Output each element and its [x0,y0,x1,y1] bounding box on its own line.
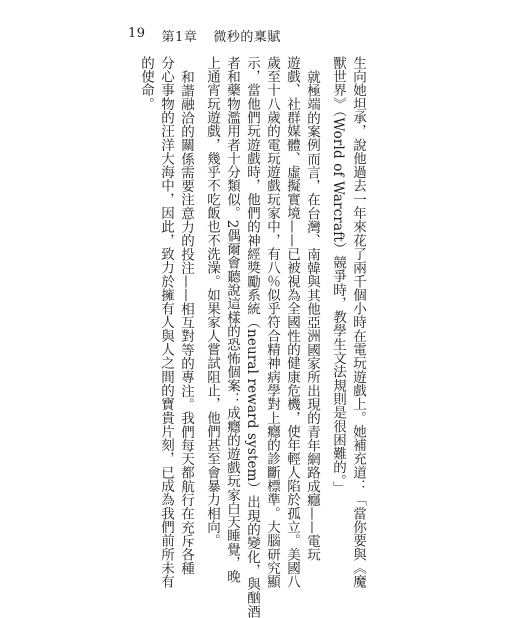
text-column: 者和藥物濫用者十分類似。2偶爾會聽說這樣的恐怖個案：成癮的遊戲玩家白天睡覺，晚 [224,56,240,584]
text-column: 遊戲、社群媒體、虛擬實境——已被視為全國性的健康危機，使年輕人陷於孤立。美國八 [284,56,300,589]
text-column: 歲至十八歲的電玩遊戲玩家中，有八％似乎符合精神病學對上癮的診斷標準。大腦研究顯 [264,56,280,589]
vertical-text-body [68,56,368,618]
page-number: 19 [128,26,146,41]
chapter-title: 微秒的稟賦 [213,30,281,45]
text-column: 分心事物的汪洋大海中，因此，致力於擁有人與人之間的寶貴片刻，已成為我們前所未有 [158,56,174,589]
text-column: 就極端的案例而言，在台灣、南韓與其他亞洲國家所出現的青年網路成癮——電玩 [304,70,320,562]
chapter-label: 第1章 [161,30,198,45]
text-column: 獸世界》（World of Warcraft）競爭時，教學生文法規則是很困難的。」 [330,56,346,495]
text-column: 的使命。 [138,56,154,111]
text-column: 上通宵玩遊戲，幾乎不吃飯也不洗澡。如果家人嘗試阻止，他們甚至會暴力相向。 [204,56,220,548]
running-header [128,26,281,45]
text-column: 生向她坦承，說他過去一年來花了兩千個小時在電玩遊戲上。她補充道：「當你要與《魔 [350,56,366,589]
text-column: 示，當他們玩遊戲時，他們的神經獎勵系統（neural reward system）出現的變化，與酗酒 [244,56,260,618]
text-column: 和諧融洽的關係需要注意力的投注——相互對等的專注。我們每天都航行在充斥各種 [178,70,194,576]
